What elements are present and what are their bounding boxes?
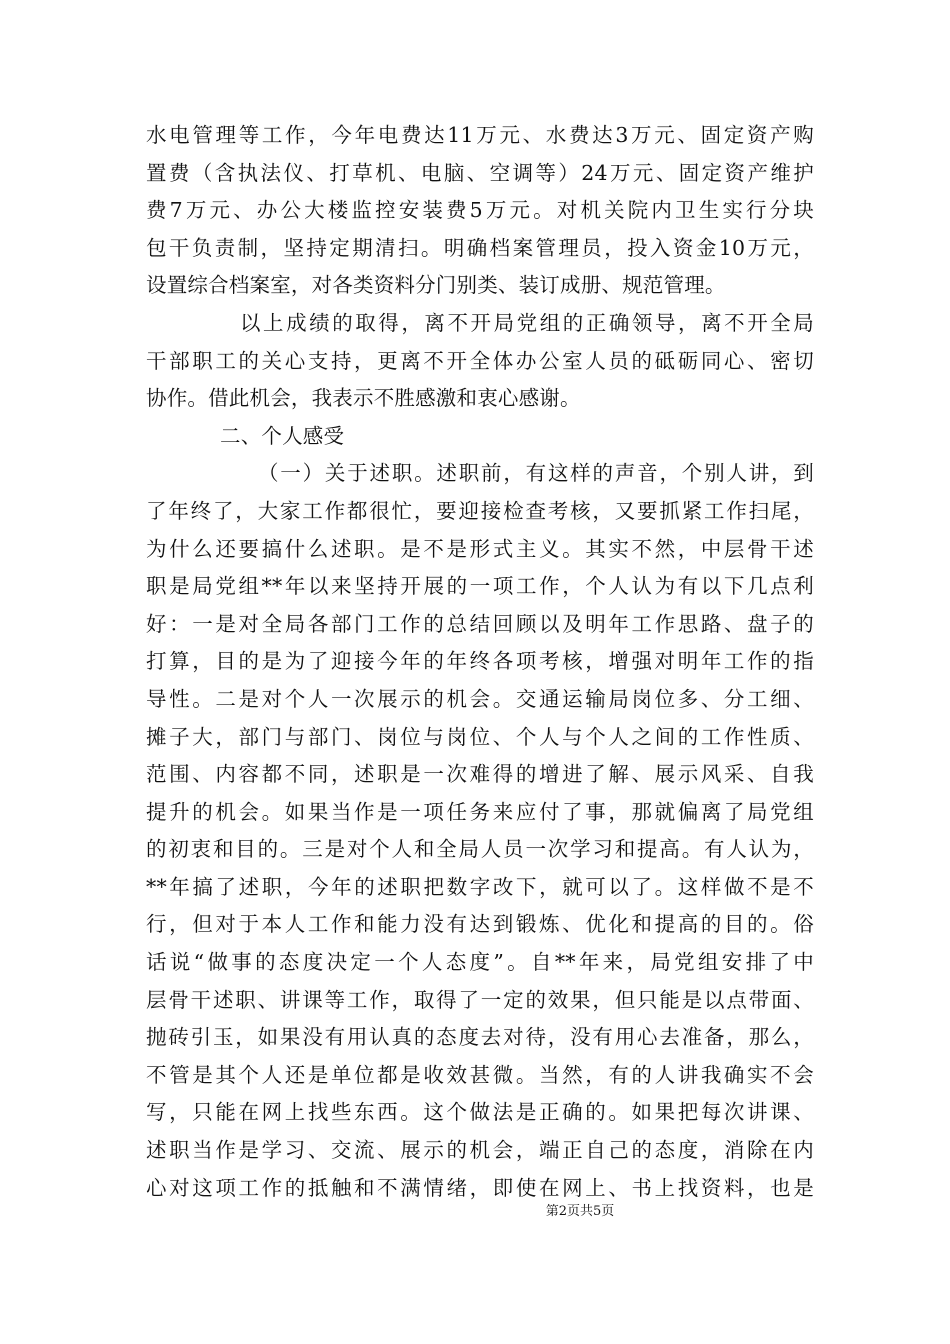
section-heading: 二、个人感受 [220, 423, 345, 448]
text-line: 了年终了，大家工作都很忙，要迎接检查考核，又要抓紧工作扫尾， [146, 498, 814, 523]
text-line: 不管是其个人还是单位都是收效甚微。当然，有的人讲我确实不会 [146, 1062, 814, 1087]
document-body [146, 117, 814, 1207]
text-line: 摊子大，部门与部门、岗位与岗位、个人与个人之间的工作性质、 [146, 724, 814, 749]
text-line: 费7万元、办公大楼监控安装费5万元。对机关院内卫生实行分块 [146, 198, 814, 223]
text-line: 干部职工的关心支持，更离不开全体办公室人员的砥砺同心、密切 [146, 348, 814, 373]
page-number: 第2页共5页 [545, 1204, 615, 1219]
text-line: 水电管理等工作，今年电费达11万元、水费达3万元、固定资产购 [146, 123, 814, 147]
text-line: 导性。二是对个人一次展示的机会。交通运输局岗位多、分工细、 [146, 686, 814, 711]
text-line: 提升的机会。如果当作是一项任务来应付了事，那就偏离了局党组 [146, 799, 814, 824]
text-line: 话说“做事的态度决定一个人态度”。自**年来，局党组安排了中 [146, 950, 814, 975]
paragraph-start-line: 以上成绩的取得，离不开局党组的正确领导，离不开全局 [240, 310, 814, 335]
text-line: 包干负责制，坚持定期清扫。明确档案管理员，投入资金10万元， [146, 235, 814, 260]
text-line: **年搞了述职，今年的述职把数字改下，就可以了。这样做不是不 [146, 874, 814, 899]
text-line: 协作。借此机会，我表示不胜感激和衷心感谢。 [146, 386, 581, 411]
text-line: 层骨干述职、讲课等工作，取得了一定的效果，但只能是以点带面、 [146, 987, 814, 1012]
text-line: 的初衷和目的。三是对个人和全局人员一次学习和提高。有人认为， [146, 837, 814, 862]
text-line: 置费（含执法仪、打草机、电脑、空调等）24万元、固定资产维护 [146, 160, 814, 185]
text-line: 好：一是对全局各部门工作的总结回顾以及明年工作思路、盘子的 [146, 611, 814, 636]
text-line: 抛砖引玉，如果没有用认真的态度去对待，没有用心去准备，那么， [146, 1025, 814, 1050]
page-footer [0, 1200, 950, 1219]
text-line: 范围、内容都不同，述职是一次难得的增进了解、展示风采、自我 [146, 762, 814, 787]
text-line: 设置综合档案室，对各类资料分门别类、装订成册、规范管理。 [146, 273, 726, 298]
subsection-start-line: （一）关于述职。述职前，有这样的声音，个别人讲，到 [258, 461, 814, 486]
text-line: 写，只能在网上找些东西。这个做法是正确的。如果把每次讲课、 [146, 1100, 814, 1125]
text-line: 行，但对于本人工作和能力没有达到锻炼、优化和提高的目的。俗 [146, 912, 814, 937]
text-line: 述职当作是学习、交流、展示的机会，端正自己的态度，消除在内 [146, 1138, 814, 1163]
text-line: 打算，目的是为了迎接今年的年终各项考核，增强对明年工作的指 [146, 649, 814, 674]
text-line: 职是局党组**年以来坚持开展的一项工作，个人认为有以下几点利 [146, 574, 814, 599]
text-line: 心对这项工作的抵触和不满情绪，即使在网上、书上找资料，也是 [146, 1175, 814, 1200]
text-line: 为什么还要搞什么述职。是不是形式主义。其实不然，中层骨干述 [146, 536, 814, 561]
